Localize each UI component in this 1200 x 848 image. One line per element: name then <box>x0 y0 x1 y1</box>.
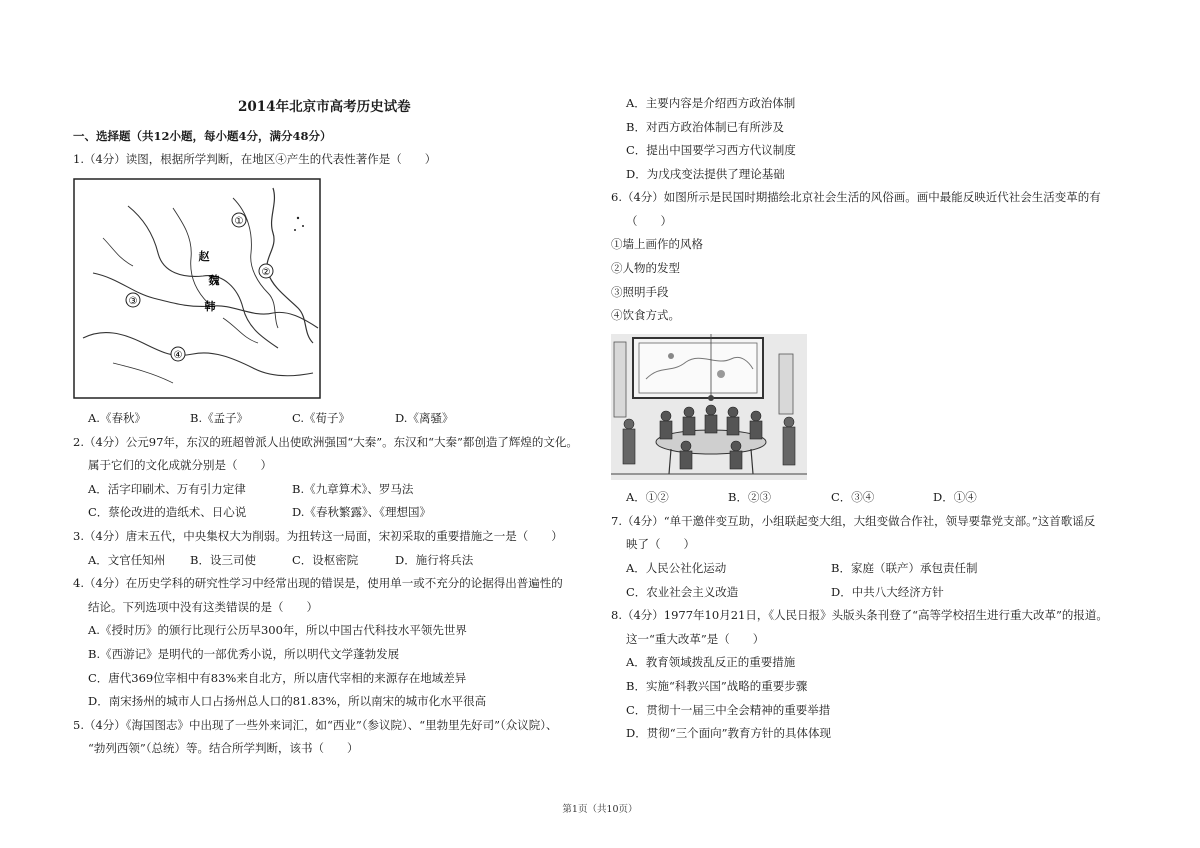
q6-option-c: C．③④ <box>831 490 875 504</box>
q1-map-figure <box>73 178 323 400</box>
q6-item-1: ①墙上画作的风格 <box>611 237 703 251</box>
q2-stem-line2: 属于它们的文化成就分别是（ ） <box>88 458 272 472</box>
q5-stem-line1: 5.（4分）《海国图志》中出现了一些外来词汇，如“西业”（参议院）、“里勃里先好司”（众议院）、 <box>73 718 558 732</box>
q6-item-3: ③照明手段 <box>611 285 669 299</box>
q3-option-a: A．文官任知州 <box>88 553 166 567</box>
q8-stem-line1: 8.（4分）1977年10月21日，《人民日报》头版头条刊登了“高等学校招生进行重大改革”的报道。 <box>611 608 1108 622</box>
q2-stem-line1: 2.（4分）公元97年，东汉的班超曾派人出使欧洲强国“大秦”。东汉和“大秦”都创造了辉煌的文化。 <box>73 435 578 449</box>
page-footer: 第1页（共10页） <box>562 804 638 815</box>
map-label-1: ① <box>234 216 244 227</box>
q7-stem-line1: 7.（4分）“单干邀伴变互助，小组联起变大组，大组变做合作社，领导要靠党支部。”这首歌谣反 <box>611 514 1096 528</box>
q6-painting-figure <box>611 334 807 480</box>
q8-option-a: A．教育领域拨乱反正的重要措施 <box>626 655 796 669</box>
q2-option-d: D.《春秋繁露》、《理想国》 <box>292 505 431 519</box>
q1-option-b: B.《孟子》 <box>190 411 249 425</box>
q7-stem-line2: 映了（ ） <box>626 537 695 551</box>
q3-option-c: C．设枢密院 <box>292 553 359 567</box>
q6-option-a: A．①② <box>626 490 669 504</box>
q7-option-d: D．中共八大经济方针 <box>831 585 944 599</box>
q6-stem-line2: （ ） <box>626 214 672 228</box>
q7-option-c: C．农业社会主义改造 <box>626 585 739 599</box>
map-state-zhao: 赵 <box>198 250 210 263</box>
q8-stem-line2: 这一“重大改革”是（ ） <box>626 632 765 646</box>
q8-option-c: C．贯彻十一届三中全会精神的重要举措 <box>626 703 831 717</box>
q4-option-a: A.《授时历》的颁行比现行公历早300年，所以中国古代科技水平领先世界 <box>88 623 467 637</box>
q2-option-a: A．活字印刷术、万有引力定律 <box>88 482 246 496</box>
q1-stem: 1.（4分）读图，根据所学判断，在地区④产生的代表性著作是（ ） <box>73 152 437 166</box>
q6-item-2: ②人物的发型 <box>611 261 680 275</box>
q4-option-d: D．南宋扬州的城市人口占扬州总人口的81.83%，所以南宋的城市化水平很高 <box>88 694 487 708</box>
map-label-3: ③ <box>128 296 138 307</box>
map-state-han: 韩 <box>204 300 216 313</box>
q7-option-b: B．家庭（联产）承包责任制 <box>831 561 978 575</box>
q5-option-d: D．为戊戌变法提供了理论基础 <box>626 167 785 181</box>
q6-stem-line1: 6.（4分）如图所示是民国时期描绘北京社会生活的风俗画。画中最能反映近代社会生活变革的有 <box>611 190 1101 204</box>
q5-stem-line2: “勃列西领”（总统）等。结合所学判断，该书（ ） <box>88 741 359 755</box>
q1-option-d: D.《离骚》 <box>395 411 454 425</box>
q7-option-a: A．人民公社化运动 <box>626 561 727 575</box>
q8-option-d: D．贯彻“三个面向”教育方针的具体体现 <box>626 726 831 740</box>
q1-option-a: A.《春秋》 <box>88 411 146 425</box>
map-label-2: ② <box>261 267 271 278</box>
q3-option-d: D．施行将兵法 <box>395 553 474 567</box>
q4-stem-line1: 4.（4分）在历史学科的研究性学习中经常出现的错误是，使用单一或不充分的论据得出普遍性的 <box>73 576 563 590</box>
q6-option-b: B．②③ <box>728 490 771 504</box>
q4-stem-line2: 结论。下列选项中没有这类错误的是（ ） <box>88 600 318 614</box>
q5-option-b: B．对西方政治体制已有所涉及 <box>626 120 784 134</box>
q5-option-c: C．提出中国要学习西方代议制度 <box>626 143 796 157</box>
q6-option-d: D．①④ <box>933 490 977 504</box>
q4-option-c: C．唐代369位宰相中有83%来自北方，所以唐代宰相的来源存在地域差异 <box>88 671 467 685</box>
q3-stem: 3.（4分）唐末五代，中央集权大为削弱。为扭转这一局面，宋初采取的重要措施之一是（ ） <box>73 529 563 543</box>
q5-option-a: A．主要内容是介绍西方政治体制 <box>626 96 796 110</box>
q4-option-b: B.《西游记》是明代的一部优秀小说，所以明代文学蓬勃发展 <box>88 647 400 661</box>
map-label-4: ④ <box>173 350 183 361</box>
q2-option-b: B.《九章算术》、罗马法 <box>292 482 414 496</box>
q2-option-c: C．蔡伦改进的造纸术、日心说 <box>88 505 247 519</box>
page-title: 2014年北京市高考历史试卷 <box>238 99 411 115</box>
section-heading: 一、选择题（共12小题，每小题4分，满分48分） <box>73 129 332 143</box>
q8-option-b: B．实施“科教兴国”战略的重要步骤 <box>626 679 808 693</box>
q6-item-4: ④饮食方式。 <box>611 308 680 322</box>
q1-option-c: C.《荀子》 <box>292 411 351 425</box>
map-state-wei: 魏 <box>208 274 220 287</box>
q3-option-b: B．设三司使 <box>190 553 256 567</box>
